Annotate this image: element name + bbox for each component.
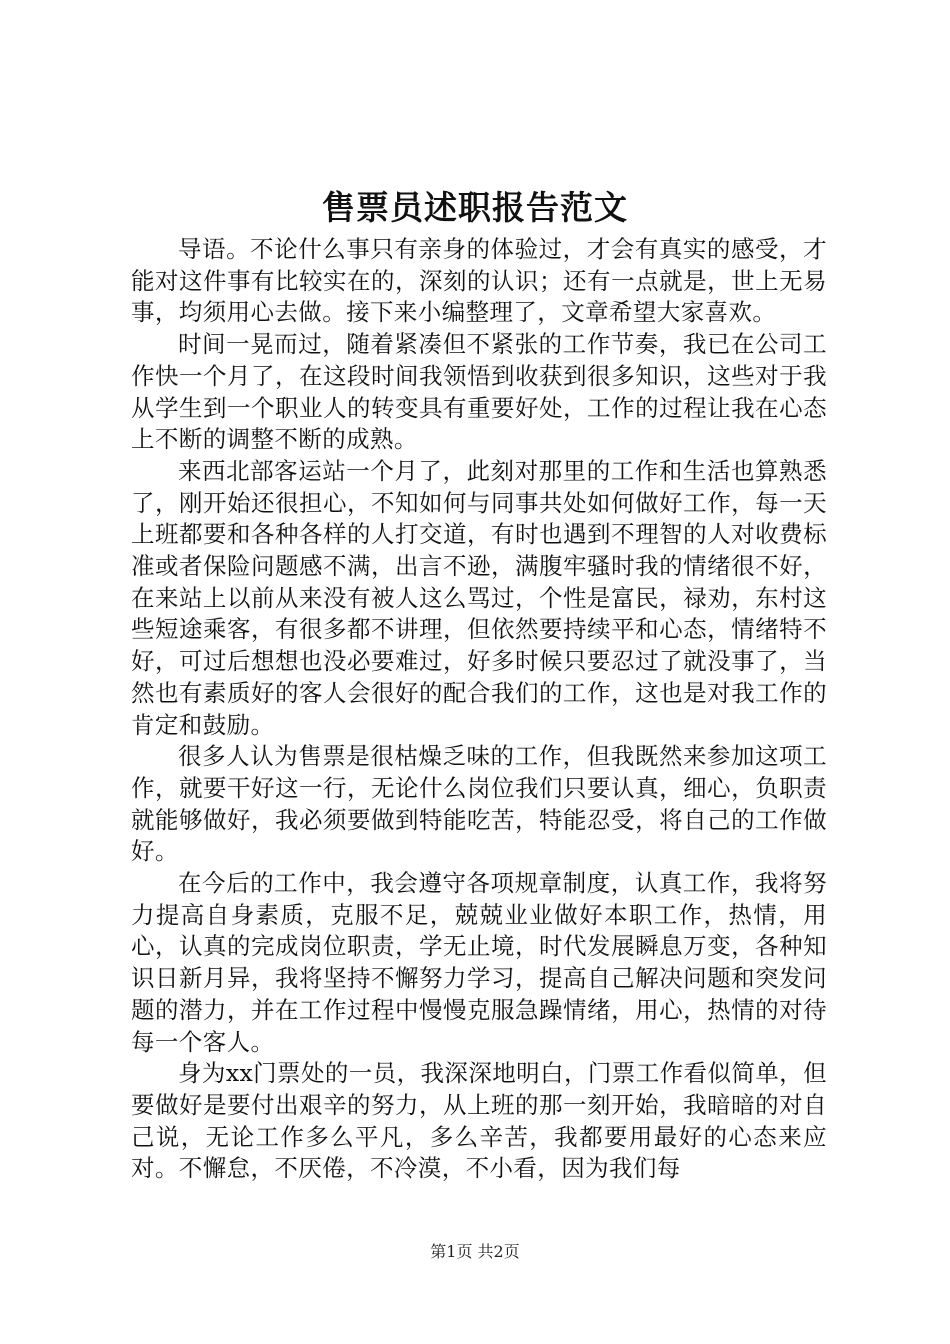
document-body [131,234,827,1185]
paragraph: 来西北部客运站一个月了，此刻对那里的工作和生活也算熟悉了，刚开始还很担心，不知如何与同事共处如何做好工作，每一天上班都要和各种各样的人打交道，有时也遇到不理智的人对收费标准或者保险问题感不满，出言不逊，满腹牢骚时我的情绪很不好，在来站上以前从来没有被人这么骂过，个性是富民，禄劝，东村这些短途乘客，有很多都不讲理，但依然要持续平和心态，情绪特不好，可过后想想也没必要难过，好多时候只要忍过了就没事了，当然也有素质好的客人会很好的配合我们的工作，这也是对我工作的肯定和鼓励。 [131,456,827,739]
paragraph: 很多人认为售票是很枯燥乏味的工作，但我既然来参加这项工作，就要干好这一行，无论什么岗位我们只要认真，细心，负职责就能够做好，我必须要做到特能吃苦，特能忍受，将自己的工作做好。 [131,742,827,866]
paragraph: 时间一晃而过，随着紧凑但不紧张的工作节奏，我已在公司工作快一个月了，在这段时间我领悟到收获到很多知识，这些对于我从学生到一个职业人的转变具有重要好处，工作的过程让我在心态上不断的调整不断的成熟。 [131,330,827,454]
paragraph: 在今后的工作中，我会遵守各项规章制度，认真工作，我将努力提高自身素质，克服不足，兢兢业业做好本职工作，热情，用心，认真的完成岗位职责，学无止境，时代发展瞬息万变，各种知识日新月异，我将坚持不懈努力学习，提高自己解决问题和突发问题的潜力，并在工作过程中慢慢克服急躁情绪，用心，热情的对待每一个客人。 [131,869,827,1056]
page-footer: 第1页 共2页 [430,1242,520,1261]
paragraph-intro: 导语。不论什么事只有亲身的体验过，才会有真实的感受，才能对这件事有比较实在的，深刻的认识；还有一点就是，世上无易事，均须用心去做。接下来小编整理了，文章希望大家喜欢。 [131,235,827,327]
document-title: 售票员述职报告范文 [322,188,628,227]
paragraph: 身为xx门票处的一员，我深深地明白，门票工作看似简单，但要做好是要付出艰辛的努力，从上班的那一刻开始，我暗暗的对自己说，无论工作多么平凡，多么辛苦，我都要用最好的心态来应对。不懈怠，不厌倦，不冷漠，不小看，因为我们每 [131,1059,827,1183]
